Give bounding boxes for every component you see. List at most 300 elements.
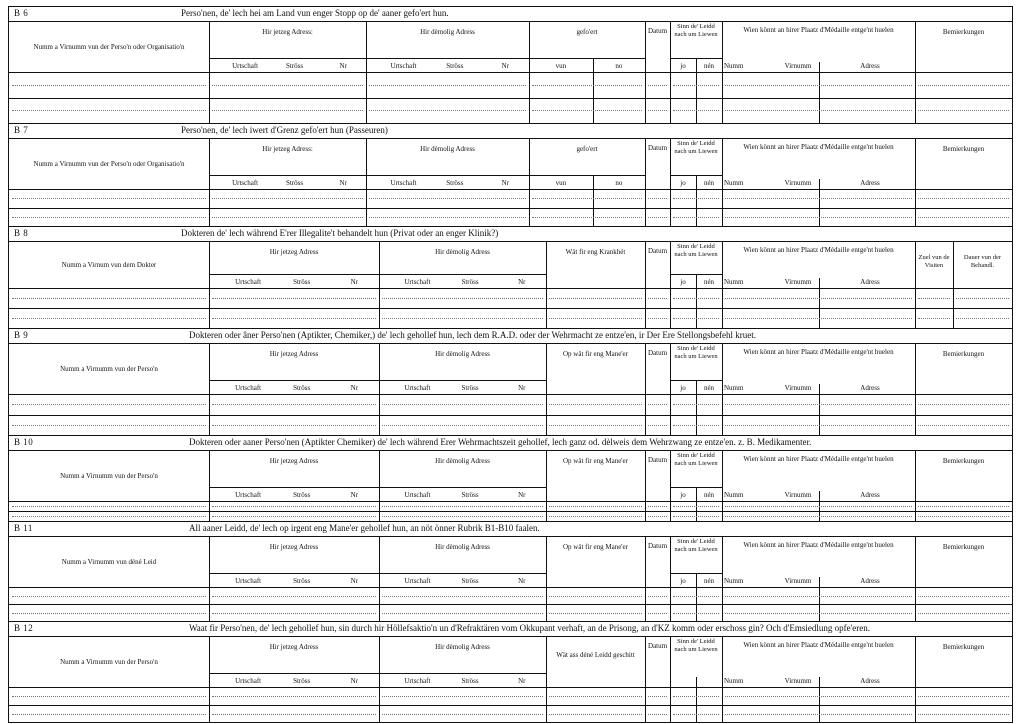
- column-divider: [645, 22, 646, 123]
- dotted-entry-line: [12, 714, 206, 715]
- remarks-header: Bemierkungen: [942, 643, 985, 651]
- former-number-header: Nr: [518, 577, 526, 585]
- section-grid: [9, 227, 1012, 329]
- dotted-entry-line: [725, 404, 912, 405]
- medal-recipient-header: Wien könnt an hirer Plaatz d'Médaille entge'nt huelen: [743, 455, 894, 463]
- former-street-header: Ströss: [461, 677, 479, 685]
- transport-subheader-line: [529, 58, 645, 59]
- entry-row-divider: [9, 604, 1012, 605]
- dotted-entry-line: [918, 404, 1009, 405]
- former-town-header: Urtschaft: [404, 384, 431, 392]
- dotted-entry-line: [549, 318, 642, 319]
- yes-header: jo: [680, 179, 686, 187]
- section-code: B 9: [14, 330, 29, 340]
- dotted-entry-line: [212, 85, 363, 86]
- dotted-entry-line: [549, 298, 642, 299]
- name-column-header: Numm a Virnum vun dem Dokter: [61, 261, 157, 269]
- yes-header: jo: [680, 577, 686, 585]
- date-header: Datum: [647, 456, 668, 464]
- medal-name-header: Numm: [724, 179, 744, 187]
- dotted-entry-line: [549, 516, 642, 517]
- dotted-entry-line: [212, 506, 376, 507]
- former-street-header: Ströss: [461, 278, 479, 286]
- column-divider: [819, 384, 820, 435]
- section-code: B 7: [14, 125, 29, 135]
- current-address-header: Hir jetzeg Adress:: [262, 28, 313, 36]
- address-number-header: Nr: [339, 62, 347, 70]
- name-column-header: Numm a Virnumm vun der Perso'n: [60, 365, 158, 373]
- remarks-header: Bemierkungen: [942, 28, 985, 36]
- former-town-header: Urtschaft: [404, 491, 431, 499]
- dotted-entry-line: [673, 404, 719, 405]
- dotted-entry-line: [673, 217, 719, 218]
- column-divider: [546, 344, 547, 435]
- medal-firstname-header: Virnumm: [784, 577, 812, 585]
- section-title: Dokteren oder aaner Perso'nen (Aptikter Chemiker) de' lech während Erer Wehrmachtszeit gehollef, lech ganz od. dèlweis dem Wehrzwang ze entze'en. z. B. Medikamenter.: [189, 437, 812, 447]
- dotted-entry-line: [918, 425, 1009, 426]
- medal-recipient-header: Wien könnt an hirer Plaatz d'Médaille entge'nt huelen: [743, 641, 894, 649]
- yes-header: jo: [680, 278, 686, 286]
- medal-firstname-header: Virnumm: [784, 179, 812, 187]
- remarks-header: Bemierkungen: [942, 457, 985, 465]
- visits-header: Zuel vun de Visiten: [918, 254, 950, 269]
- column-divider: [546, 537, 547, 621]
- dotted-entry-line: [918, 596, 1009, 597]
- medal-recipient-header: Wien könnt an hirer Plaatz d'Médaille entge'nt huelen: [743, 143, 894, 151]
- medal-recipient-header: Wien könnt an hirer Plaatz d'Médaille entge'nt huelen: [743, 26, 894, 34]
- column-divider: [670, 637, 671, 723]
- address-subheader-line: [209, 573, 546, 574]
- alive-header: Sinn de' Leidd nach um Liewen: [674, 243, 718, 258]
- section-code: B 11: [14, 523, 33, 533]
- medal-recipient-header: Wien könnt an hirer Plaatz d'Médaille entge'nt huelen: [743, 348, 894, 356]
- dotted-entry-line: [918, 613, 1009, 614]
- former-address-header: Hir dèmolig Adress: [435, 350, 490, 358]
- column-divider: [819, 278, 820, 328]
- medal-firstname-header: Virnumm: [784, 278, 812, 286]
- former-address-header: Hir dèmolig Adress: [420, 28, 475, 36]
- address-town-header: Urtschaft: [232, 179, 259, 187]
- alive-header: Sinn de' Leidd nach um Liewen: [674, 140, 718, 155]
- section-grid: [9, 622, 1012, 724]
- dotted-entry-line: [648, 85, 667, 86]
- dotted-entry-line: [212, 110, 363, 111]
- address-town-header: Urtschaft: [235, 491, 262, 499]
- former-number-header: Nr: [518, 384, 526, 392]
- section-grid: [9, 522, 1012, 622]
- current-address-header: Hir jetzeg Adress: [269, 248, 319, 256]
- medal-firstname-header: Virnumm: [784, 677, 812, 685]
- address-number-header: Nr: [350, 491, 359, 499]
- address-subheader-line: [209, 58, 529, 59]
- dotted-entry-line: [382, 318, 543, 319]
- medal-address-header: Adress: [860, 491, 880, 499]
- header-bottom-line: [9, 501, 1012, 502]
- section-b9: [8, 328, 1013, 435]
- section-b6: [8, 6, 1013, 123]
- dotted-entry-line: [549, 696, 642, 697]
- dotted-entry-line: [532, 198, 642, 199]
- dotted-entry-line: [212, 714, 376, 715]
- no-header: nén: [703, 491, 715, 499]
- manner-header: Wät ass déné Leidd geschitt: [556, 651, 635, 659]
- dotted-entry-line: [673, 85, 719, 86]
- dotted-entry-line: [648, 217, 667, 218]
- former-number-header: Nr: [501, 179, 510, 187]
- section-code: B 8: [14, 228, 29, 238]
- dotted-entry-line: [549, 506, 642, 507]
- dotted-entry-line: [212, 318, 376, 319]
- dotted-entry-line: [956, 318, 1009, 319]
- dotted-entry-line: [549, 404, 642, 405]
- dotted-entry-line: [725, 198, 912, 199]
- transport-header: gefo'ert: [576, 145, 598, 153]
- dotted-entry-line: [369, 198, 526, 199]
- column-divider: [722, 537, 723, 621]
- dotted-entry-line: [12, 110, 206, 111]
- name-column-header: Numm a Virnumm vun der Perso'n: [60, 658, 158, 666]
- remarks-header: Bemierkungen: [942, 350, 985, 358]
- alive-header: Sinn de' Leidd nach um Liewen: [674, 23, 718, 38]
- section-code: B 10: [14, 437, 34, 447]
- dotted-entry-line: [673, 613, 719, 614]
- dotted-entry-line: [212, 425, 376, 426]
- transport-subheader-line: [529, 175, 645, 176]
- column-divider: [722, 344, 723, 435]
- former-number-header: Nr: [501, 62, 510, 70]
- former-town-header: Urtschaft: [404, 577, 431, 585]
- medal-firstname-header: Virnumm: [784, 491, 812, 499]
- former-number-header: Nr: [518, 278, 526, 286]
- former-town-header: Urtschaft: [404, 278, 431, 286]
- alive-header: Sinn de' Leidd nach um Liewen: [674, 538, 718, 553]
- yes-header: jo: [680, 384, 686, 392]
- entry-row-divider: [9, 415, 1012, 416]
- dotted-entry-line: [648, 696, 667, 697]
- dotted-entry-line: [725, 696, 912, 697]
- dotted-entry-line: [673, 425, 719, 426]
- current-address-header: Hir jetzeg Adress: [269, 543, 319, 551]
- section-code: B 6: [14, 8, 29, 18]
- medal-address-header: Adress: [860, 577, 880, 585]
- from-header: vun: [555, 179, 567, 187]
- name-column-header: Numm a Virnumm vun der Perso'n oder Organisatio'n: [33, 160, 185, 168]
- former-street-header: Ströss: [446, 179, 464, 187]
- dotted-entry-line: [673, 714, 719, 715]
- address-town-header: Urtschaft: [235, 577, 262, 585]
- address-street-header: Ströss: [293, 384, 311, 392]
- alive-header: Sinn de' Leidd nach um Liewen: [674, 345, 718, 360]
- dotted-entry-line: [369, 85, 526, 86]
- remarks-header: Bemierkungen: [942, 145, 985, 153]
- dotted-entry-line: [648, 198, 667, 199]
- dotted-entry-line: [648, 516, 667, 517]
- dotted-entry-line: [212, 198, 363, 199]
- section-title: Waat fir Perso'nen, de' lech gehollef hun, sin durch hir Höllefsaktio'n un d'Refraktären vom Okkupant verhaft, an de Prisong, an d'KZ komm oder erschoss gin? Och d'Emsiedlung opfe'eren.: [189, 623, 870, 633]
- column-divider: [696, 677, 697, 723]
- medal-name-header: Numm: [724, 278, 744, 286]
- dotted-entry-line: [918, 506, 1009, 507]
- dotted-entry-line: [725, 596, 912, 597]
- dotted-entry-line: [918, 516, 1009, 517]
- dotted-entry-line: [918, 696, 1009, 697]
- dotted-entry-line: [532, 85, 642, 86]
- medal-name-header: Numm: [724, 384, 744, 392]
- dotted-entry-line: [212, 613, 376, 614]
- dotted-entry-line: [918, 85, 1009, 86]
- address-number-header: Nr: [339, 179, 347, 187]
- dotted-entry-line: [673, 516, 719, 517]
- section-code: B 12: [14, 623, 34, 633]
- dotted-entry-line: [12, 696, 206, 697]
- dotted-entry-line: [549, 714, 642, 715]
- address-street-header: Ströss: [293, 577, 311, 585]
- former-town-header: Urtschaft: [390, 62, 417, 70]
- name-column-header: Numm a Virnumm vun déné Leid: [61, 558, 157, 566]
- dotted-entry-line: [725, 110, 912, 111]
- dotted-entry-line: [532, 217, 642, 218]
- dotted-entry-line: [918, 298, 950, 299]
- dotted-entry-line: [212, 404, 376, 405]
- dotted-entry-line: [673, 298, 719, 299]
- column-divider: [529, 22, 530, 123]
- manner-header: Op wät fir eng Mane'er: [562, 543, 628, 551]
- dotted-entry-line: [648, 714, 667, 715]
- dotted-entry-line: [725, 516, 912, 517]
- medal-name-header: Numm: [724, 491, 744, 499]
- dotted-entry-line: [725, 613, 912, 614]
- address-street-header: Ströss: [293, 677, 311, 685]
- dotted-entry-line: [918, 217, 1009, 218]
- column-divider: [546, 637, 547, 723]
- yes-header: jo: [680, 62, 686, 70]
- column-divider: [722, 242, 723, 328]
- dotted-entry-line: [532, 110, 642, 111]
- manner-header: Wät fir eng Krankhét: [565, 248, 626, 256]
- dotted-entry-line: [12, 404, 206, 405]
- dotted-entry-line: [725, 506, 912, 507]
- alive-header: Sinn de' Leidd nach um Liewen: [674, 452, 718, 467]
- dotted-entry-line: [12, 613, 206, 614]
- address-subheader-line: [209, 175, 529, 176]
- column-divider: [209, 22, 210, 123]
- current-address-header: Hir jetzeg Adress: [269, 643, 319, 651]
- dotted-entry-line: [725, 298, 912, 299]
- dotted-entry-line: [382, 714, 543, 715]
- address-subheader-line: [209, 380, 546, 381]
- dotted-entry-line: [673, 696, 719, 697]
- dotted-entry-line: [648, 506, 667, 507]
- column-divider: [366, 22, 367, 123]
- former-street-header: Ströss: [446, 62, 464, 70]
- address-street-header: Ströss: [293, 491, 311, 499]
- former-address-header: Hir dèmolig Adress: [435, 457, 490, 465]
- former-address-header: Hir dèmolig Adress: [420, 145, 475, 153]
- no-header: nén: [703, 62, 715, 70]
- entry-row-divider: [9, 705, 1012, 706]
- section-title: Dokteren oder âner Perso'nen (Aptikter, Chemiker,) de' lech gehollef hun, lech dem R.A.D. oder der Wehrmacht ze entze'en, ir Der Ere Stellongsbefehl kruet.: [189, 330, 757, 340]
- dotted-entry-line: [12, 425, 206, 426]
- address-subheader-line: [209, 487, 546, 488]
- dotted-entry-line: [648, 404, 667, 405]
- dotted-entry-line: [673, 198, 719, 199]
- dotted-entry-line: [549, 425, 642, 426]
- dotted-entry-line: [12, 298, 206, 299]
- header-bottom-line: [9, 394, 1012, 395]
- from-header: vun: [555, 62, 567, 70]
- former-number-header: Nr: [518, 677, 526, 685]
- medal-firstname-header: Virnumm: [784, 62, 812, 70]
- date-header: Datum: [647, 247, 668, 255]
- address-town-header: Urtschaft: [235, 677, 262, 685]
- address-number-header: Nr: [350, 577, 359, 585]
- dotted-entry-line: [648, 298, 667, 299]
- section-b7: [8, 123, 1013, 226]
- former-address-header: Hir dèmolig Adress: [435, 248, 490, 256]
- address-number-header: Nr: [350, 384, 359, 392]
- entry-row-divider: [9, 308, 1012, 309]
- dotted-entry-line: [382, 516, 543, 517]
- dotted-entry-line: [212, 298, 376, 299]
- former-street-header: Ströss: [461, 491, 479, 499]
- name-column-header: Numm a Virnumm vun der Perso'n oder Organisatio'n: [33, 43, 185, 51]
- dotted-entry-line: [956, 298, 1009, 299]
- entry-row-divider: [9, 511, 1012, 512]
- dotted-entry-line: [12, 516, 206, 517]
- dotted-entry-line: [12, 506, 206, 507]
- medal-address-header: Adress: [860, 278, 880, 286]
- medal-address-header: Adress: [860, 384, 880, 392]
- no-header: nén: [703, 278, 715, 286]
- no-header: nén: [703, 179, 715, 187]
- dotted-entry-line: [673, 318, 719, 319]
- section-title: All aaner Leidd, de' lech op irgent eng Mane'er gehollef hun, an nöt önner Rubrik B1-B10 faalen.: [189, 523, 540, 533]
- dotted-entry-line: [369, 217, 526, 218]
- former-number-header: Nr: [518, 491, 526, 499]
- section-title: Dokteren de' lech während E'rer Illegalite't behandelt hun (Privat oder an enger Klinik?): [181, 228, 499, 238]
- dotted-entry-line: [725, 217, 912, 218]
- no-header: nén: [703, 384, 715, 392]
- dotted-entry-line: [673, 596, 719, 597]
- dotted-entry-line: [212, 596, 376, 597]
- dotted-entry-line: [382, 506, 543, 507]
- section-b10: [8, 435, 1013, 521]
- dotted-entry-line: [549, 596, 642, 597]
- dotted-entry-line: [648, 110, 667, 111]
- medal-address-header: Adress: [860, 62, 880, 70]
- dotted-entry-line: [725, 714, 912, 715]
- former-street-header: Ströss: [461, 577, 479, 585]
- date-header: Datum: [647, 542, 668, 550]
- medal-address-header: Adress: [860, 677, 880, 685]
- name-column-header: Numm a Virnumm vun der Perso'n: [60, 472, 158, 480]
- address-town-header: Urtschaft: [232, 62, 259, 70]
- column-divider: [722, 22, 723, 123]
- former-street-header: Ströss: [461, 384, 479, 392]
- dotted-entry-line: [212, 696, 376, 697]
- column-divider: [722, 637, 723, 723]
- dotted-entry-line: [382, 696, 543, 697]
- section-title: Perso'nen, de' lech iwert d'Grenz gefo'ert hun (Passeuren): [181, 125, 388, 135]
- address-street-header: Ströss: [286, 179, 304, 187]
- former-town-header: Urtschaft: [390, 179, 417, 187]
- address-subheader-line: [209, 274, 546, 275]
- former-address-header: Hir dèmolig Adress: [435, 643, 490, 651]
- medal-name-header: Numm: [724, 577, 744, 585]
- section-b12: [8, 621, 1013, 723]
- dotted-entry-line: [382, 425, 543, 426]
- column-divider: [819, 179, 820, 226]
- section-title: Perso'nen, de' lech hei am Land vun enger Stopp op de' aaner gefo'ert hun.: [181, 8, 449, 18]
- dotted-entry-line: [382, 596, 543, 597]
- address-number-header: Nr: [350, 278, 359, 286]
- dotted-entry-line: [918, 198, 1009, 199]
- remarks-header: Bemierkungen: [942, 543, 985, 551]
- dotted-entry-line: [673, 506, 719, 507]
- dotted-entry-line: [725, 85, 912, 86]
- transport-header: gefo'ert: [576, 28, 598, 36]
- current-address-header: Hir jetzeg Adress:: [262, 145, 313, 153]
- registration-form: [8, 6, 1013, 723]
- column-divider: [546, 242, 547, 328]
- dotted-entry-line: [725, 425, 912, 426]
- column-divider: [670, 22, 671, 123]
- dotted-entry-line: [212, 516, 376, 517]
- address-number-header: Nr: [350, 677, 359, 685]
- dotted-entry-line: [673, 110, 719, 111]
- column-divider: [953, 242, 954, 328]
- header-bottom-line: [9, 288, 1012, 289]
- dotted-entry-line: [212, 217, 363, 218]
- date-header: Datum: [647, 642, 668, 650]
- section-grid: [9, 329, 1012, 436]
- medal-recipient-header: Wien könnt an hirer Plaatz d'Médaille entge'nt huelen: [743, 541, 894, 549]
- section-grid: [9, 7, 1012, 124]
- current-address-header: Hir jetzeg Adress: [269, 457, 319, 465]
- column-divider: [722, 139, 723, 226]
- to-header: no: [615, 62, 623, 70]
- dotted-entry-line: [382, 613, 543, 614]
- header-bottom-line: [9, 587, 1012, 588]
- column-divider: [645, 139, 646, 226]
- section-b11: [8, 521, 1013, 621]
- dotted-entry-line: [12, 198, 206, 199]
- dotted-entry-line: [918, 714, 1009, 715]
- section-b8: [8, 226, 1013, 328]
- dotted-entry-line: [369, 110, 526, 111]
- no-header: nén: [703, 577, 715, 585]
- header-bottom-line: [9, 687, 1012, 688]
- date-header: Datum: [647, 349, 668, 357]
- dotted-entry-line: [648, 425, 667, 426]
- to-header: no: [615, 179, 623, 187]
- address-town-header: Urtschaft: [235, 278, 262, 286]
- medal-recipient-header: Wien könnt an hirer Plaatz d'Médaille entge'nt huelen: [743, 246, 894, 254]
- section-grid: [9, 124, 1012, 227]
- column-divider: [819, 62, 820, 123]
- dotted-entry-line: [725, 318, 912, 319]
- dotted-entry-line: [918, 318, 950, 319]
- medal-name-header: Numm: [724, 677, 744, 685]
- dotted-entry-line: [12, 596, 206, 597]
- dotted-entry-line: [648, 318, 667, 319]
- former-address-header: Hir dèmolig Adress: [435, 543, 490, 551]
- column-divider: [645, 344, 646, 435]
- address-street-header: Ströss: [286, 62, 304, 70]
- medal-address-header: Adress: [860, 179, 880, 187]
- dotted-entry-line: [549, 613, 642, 614]
- medal-name-header: Numm: [724, 62, 744, 70]
